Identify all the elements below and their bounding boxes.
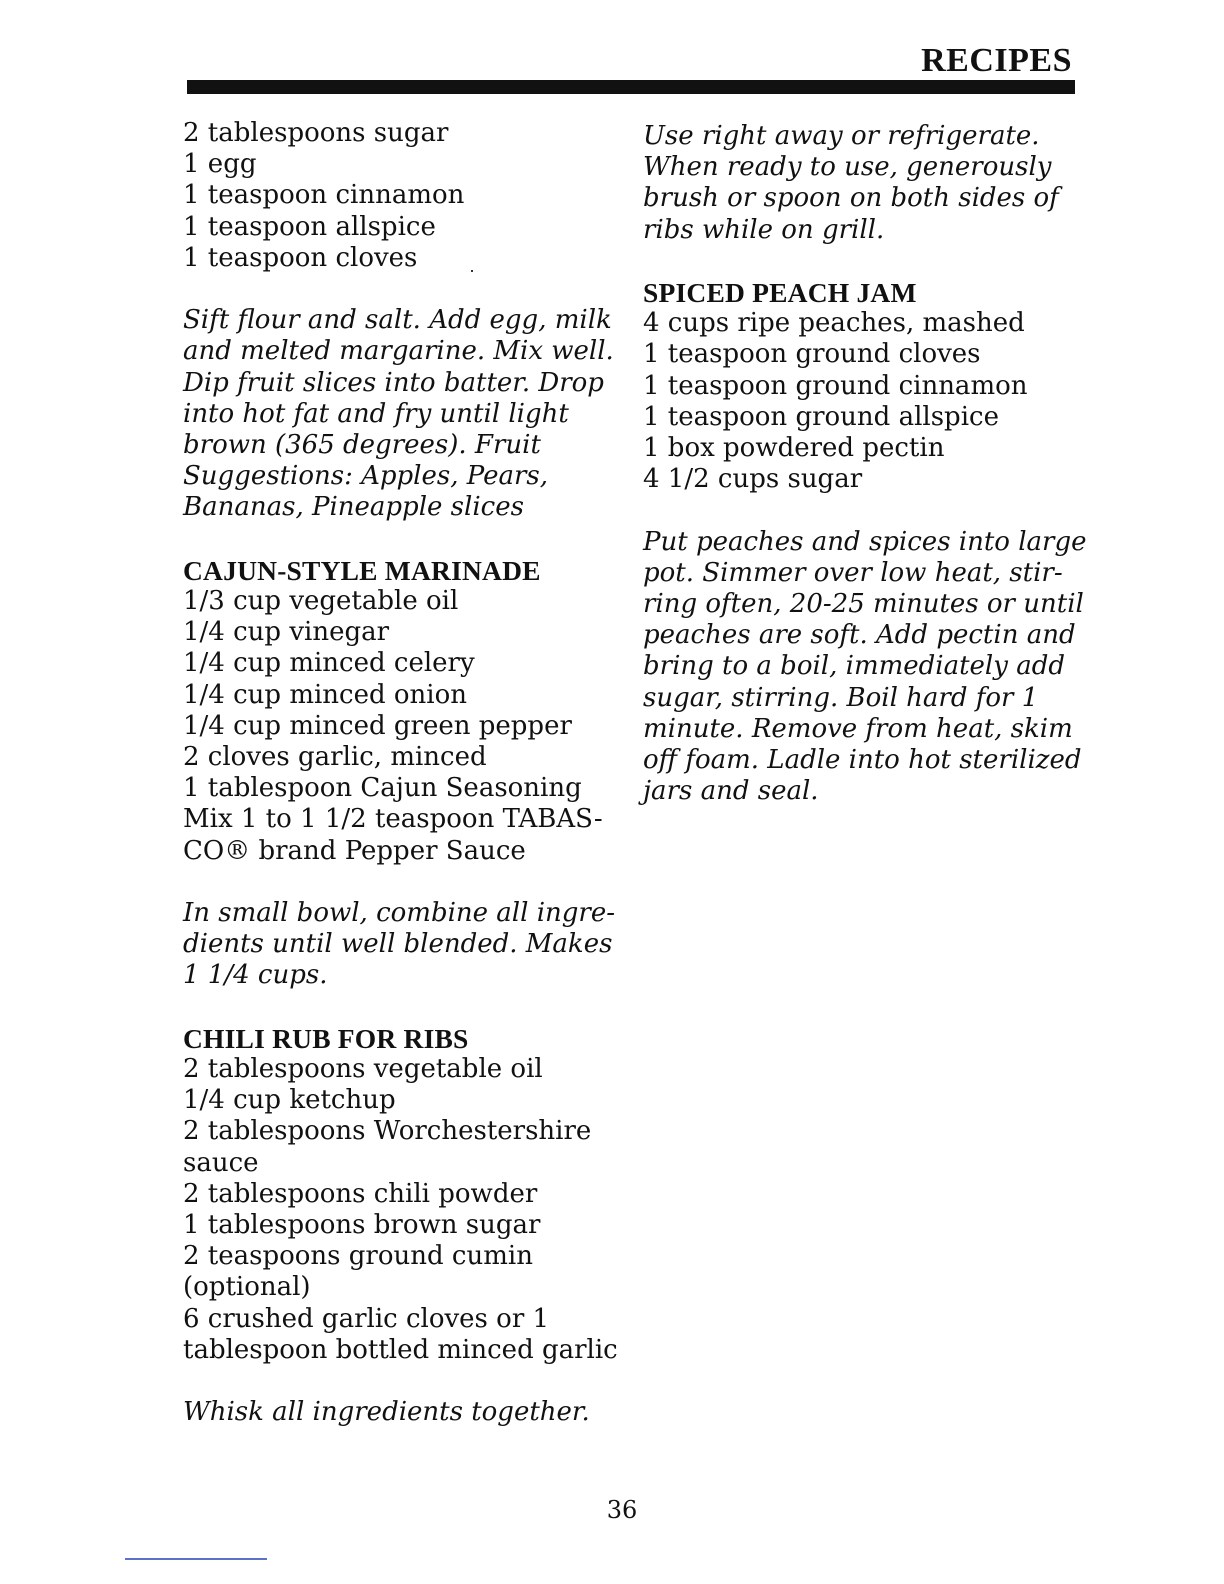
chili-rub-title: CHILI RUB FOR RIBS [183, 1022, 469, 1054]
jam-ingredients-line: 1 teaspoon ground cinnamon [643, 370, 1028, 401]
left-column [183, 118, 618, 1428]
jam-directions-line: bring to a boil, immediately add [643, 651, 1065, 682]
fritter-ingredients [183, 118, 613, 274]
fritter-directions-line: and melted margarine. Mix well. [183, 336, 614, 367]
jam-directions-line: off foam. Ladle into hot sterilized [643, 745, 1082, 776]
chili-ingredients-line: 2 tablespoons Worchestershire [183, 1116, 592, 1147]
jam-ingredients-line: 4 1/2 cups sugar [643, 464, 863, 495]
chili-ingredients-line: sauce [183, 1147, 259, 1178]
fritter-ingredients-line: 1 egg [183, 149, 257, 180]
cajun-ingredients-line: 1/4 cup minced onion [183, 679, 468, 710]
cajun-directions-line: 1 1/4 cups. [183, 960, 328, 991]
chili-ingredients-line: 6 crushed garlic cloves or 1 [183, 1303, 550, 1334]
cajun-ingredients [183, 586, 613, 867]
fritter-directions-line: Dip fruit slices into batter. Drop [183, 367, 604, 398]
page-header-title: RECIPES [921, 42, 1072, 79]
cajun-ingredients-line: 1/3 cup vegetable oil [183, 586, 459, 617]
cajun-marinade-title: CAJUN-STYLE MARINADE [183, 554, 541, 586]
fritter-ingredients-line: 1 teaspoon cinnamon [183, 180, 465, 211]
chili-ingredients-line: 1/4 cup ketchup [183, 1085, 396, 1116]
jam-directions-line: jars and seal. [643, 776, 819, 807]
scan-edge-mark [125, 1558, 267, 1560]
cajun-ingredients-line: 1/4 cup vinegar [183, 617, 390, 648]
chili-directions-continued-line: Use right away or refrigerate. [643, 121, 1040, 151]
chili-directions-continued [643, 121, 1083, 246]
chili-ingredients-line: (optional) [183, 1272, 311, 1303]
cajun-ingredients-line: 1/4 cup minced celery [183, 648, 475, 679]
chili-ingredients-line: tablespoon bottled minced garlic [183, 1334, 618, 1365]
fritter-directions-line: brown (365 degrees). Fruit [183, 430, 541, 461]
page-number: 36 [606, 1496, 638, 1524]
fritter-directions-line: Bananas, Pineapple slices [183, 492, 524, 523]
chili-directions [183, 1397, 613, 1428]
jam-ingredients [643, 308, 1083, 495]
jam-directions-line: pot. Simmer over low heat, stir- [643, 557, 1063, 588]
jam-directions-line: peaches are soft. Add pectin and [643, 620, 1076, 651]
cajun-directions [183, 898, 613, 992]
jam-directions-line: ring often, 20-25 minutes or until [643, 589, 1084, 620]
jam-directions-line: Put peaches and spices into large [643, 526, 1087, 557]
cajun-directions-line: In small bowl, combine all ingre- [183, 898, 615, 929]
fritter-directions-line: Suggestions: Apples, Pears, [183, 461, 548, 492]
cajun-ingredients-line: 1/4 cup minced green pepper [183, 710, 572, 741]
cajun-ingredients-line: 2 cloves garlic, minced [183, 742, 487, 773]
chili-directions-continued-line: ribs while on grill. [643, 214, 885, 245]
chili-ingredients [183, 1054, 618, 1366]
chili-directions-continued-line: When ready to use, generously [643, 152, 1052, 183]
chili-ingredients-line: 2 tablespoons vegetable oil [183, 1054, 543, 1085]
jam-ingredients-line: 1 box powdered pectin [643, 433, 945, 464]
jam-directions-line: sugar, stirring. Boil hard for 1 [643, 682, 1039, 713]
print-speck [471, 270, 473, 272]
fritter-directions-line: into hot fat and fry until light [183, 398, 569, 429]
jam-directions [643, 526, 1087, 808]
spiced-peach-jam-title: SPICED PEACH JAM [643, 277, 917, 308]
fritter-ingredients-line: 1 teaspoon cloves [183, 242, 418, 273]
chili-ingredients-line: 2 tablespoons chili powder [183, 1178, 538, 1209]
cajun-ingredients-line: CO® brand Pepper Sauce [183, 835, 526, 866]
chili-directions-line: Whisk all ingredients together. [183, 1397, 590, 1428]
cajun-ingredients-line: Mix 1 to 1 1/2 teaspoon TABAS- [183, 804, 603, 835]
fritter-directions-line: Sift flour and salt. Add egg, milk [183, 305, 612, 336]
chili-ingredients-line: 1 tablespoons brown sugar [183, 1210, 541, 1241]
jam-directions-line: minute. Remove from heat, skim [643, 713, 1073, 744]
fritter-ingredients-line: 2 tablespoons sugar [183, 118, 449, 148]
header-rule [187, 80, 1075, 94]
jam-ingredients-line: 4 cups ripe peaches, mashed [643, 308, 1025, 339]
fritter-ingredients-line: 1 teaspoon allspice [183, 211, 436, 242]
jam-ingredients-line: 1 teaspoon ground allspice [643, 401, 999, 432]
cajun-directions-line: dients until well blended. Makes [183, 929, 613, 960]
cajun-ingredients-line: 1 tablespoon Cajun Seasoning [183, 773, 582, 804]
fritter-directions [183, 305, 613, 523]
chili-ingredients-line: 2 teaspoons ground cumin [183, 1241, 533, 1272]
jam-ingredients-line: 1 teaspoon ground cloves [643, 339, 981, 370]
chili-directions-continued-line: brush or spoon on both sides of [643, 183, 1059, 214]
right-column [643, 121, 1087, 807]
